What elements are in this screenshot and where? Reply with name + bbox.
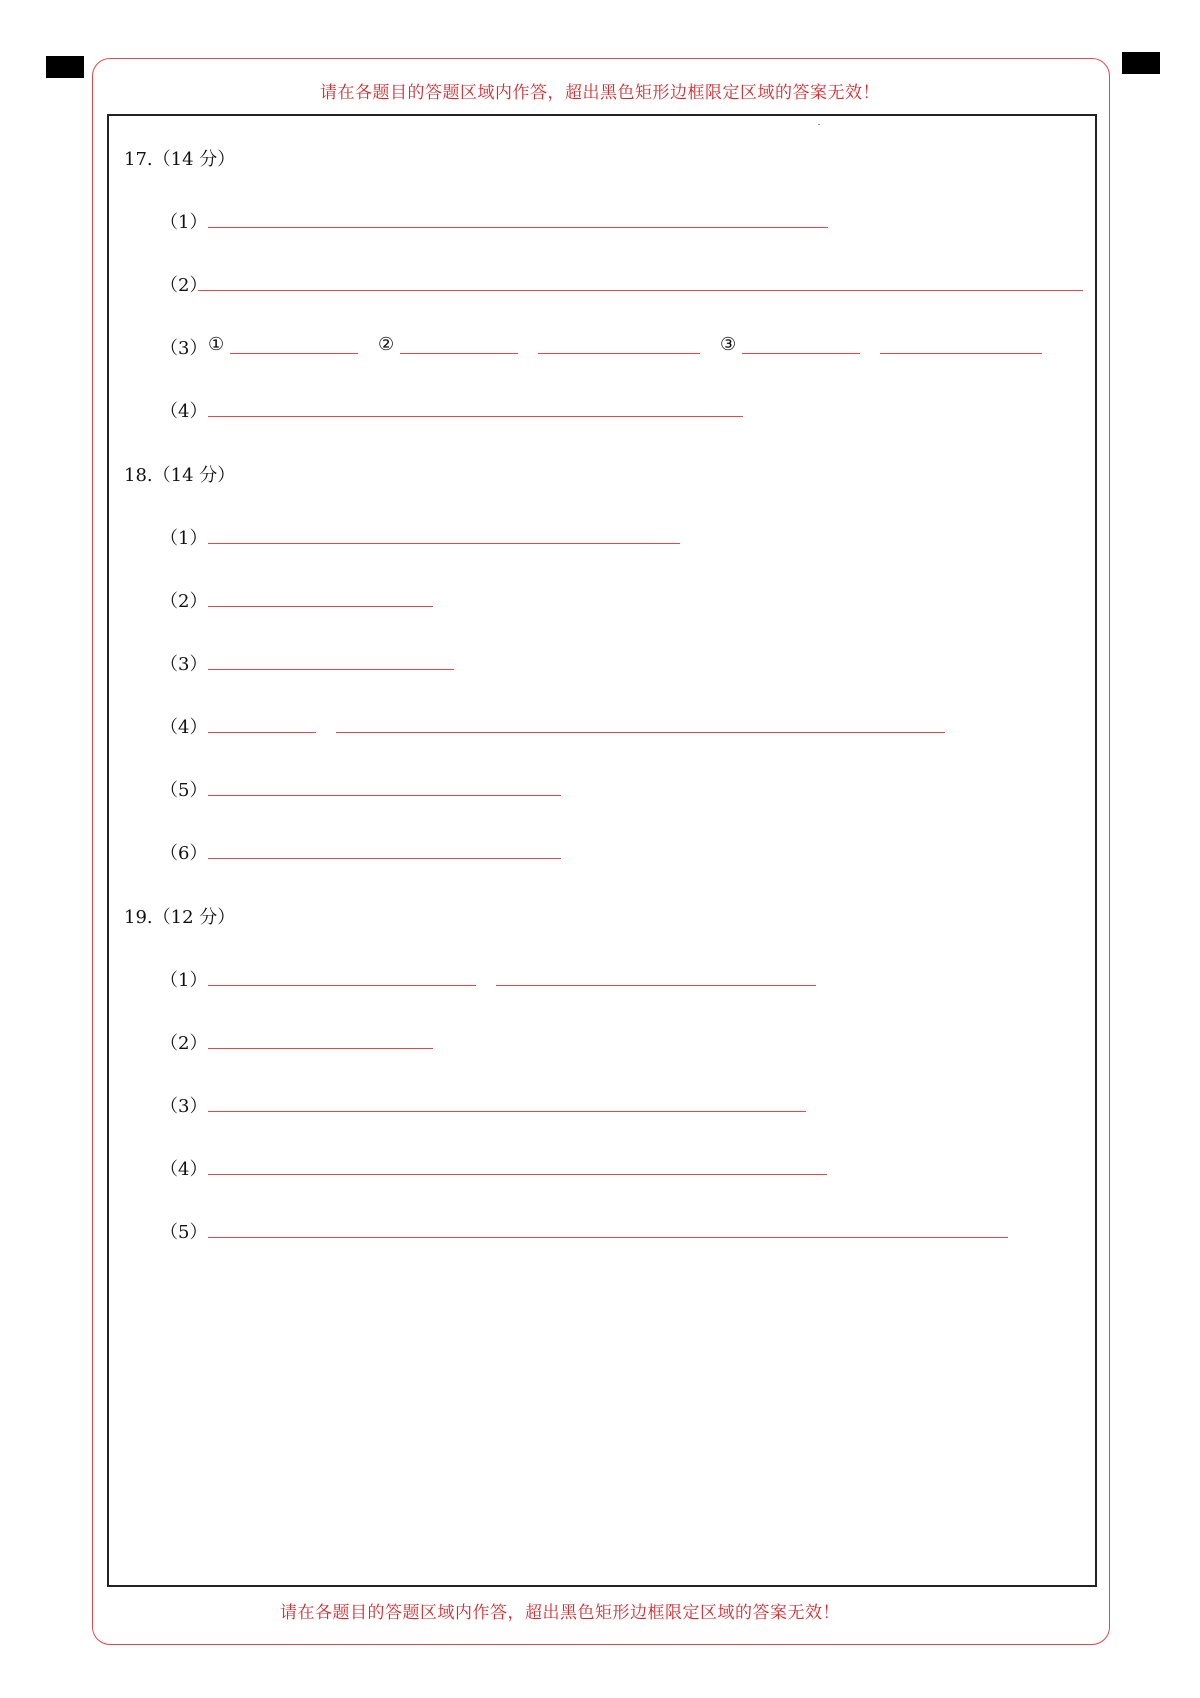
question-18-title: 18.（14 分） [124, 465, 236, 486]
registration-marker-right [1122, 52, 1160, 74]
registration-marker-left [46, 56, 84, 78]
q18-part5-answer-line[interactable] [208, 795, 561, 796]
q17-part3-answer-line-2[interactable] [400, 353, 518, 354]
q18-part1-label: （1） [160, 528, 208, 549]
q19-part1-label: （1） [160, 970, 208, 991]
q17-part2-answer-line[interactable] [198, 290, 1083, 291]
q19-part5-answer-line[interactable] [208, 1237, 1008, 1238]
q19-part4-answer-line[interactable] [208, 1174, 827, 1175]
q19-part3-label: （3） [160, 1096, 208, 1117]
q18-part2-answer-line[interactable] [208, 606, 433, 607]
q18-part4-answer-line-1[interactable] [208, 732, 316, 733]
q19-part1-answer-line-1[interactable] [208, 985, 476, 986]
q18-part1-answer-line[interactable] [208, 543, 680, 544]
q18-part5-label: （5） [160, 780, 208, 801]
q19-part4-label: （4） [160, 1159, 208, 1180]
q18-part3-label: （3） [160, 654, 208, 675]
q19-part3-answer-line[interactable] [208, 1111, 806, 1112]
answer-area-frame [107, 114, 1097, 1587]
stray-mark [818, 124, 820, 125]
q18-part4-answer-line-2[interactable] [336, 732, 945, 733]
q17-part3-answer-line-1[interactable] [230, 353, 358, 354]
q17-part3-label: （3） [160, 338, 208, 359]
q18-part2-label: （2） [160, 591, 208, 612]
q17-part4-label: （4） [160, 401, 208, 422]
q17-part3-answer-line-5[interactable] [880, 353, 1042, 354]
q17-part3-mark-2: ② [378, 334, 395, 355]
q17-part4-answer-line[interactable] [208, 416, 743, 417]
q17-part1-label: （1） [160, 212, 208, 233]
q17-part3-answer-line-3[interactable] [538, 353, 700, 354]
q19-part5-label: （5） [160, 1222, 208, 1243]
q19-part2-answer-line[interactable] [208, 1048, 433, 1049]
question-17-title: 17.（14 分） [124, 149, 236, 170]
q19-part2-label: （2） [160, 1033, 208, 1054]
q18-part6-label: （6） [160, 843, 208, 864]
question-19-title: 19.（12 分） [124, 907, 236, 928]
q19-part1-answer-line-2[interactable] [496, 985, 816, 986]
q17-part3-mark-3: ③ [720, 334, 737, 355]
q18-part3-answer-line[interactable] [208, 669, 454, 670]
q17-part3-answer-line-4[interactable] [742, 353, 860, 354]
notice-top: 请在各题目的答题区域内作答，超出黑色矩形边框限定区域的答案无效！ [320, 83, 880, 103]
q17-part1-answer-line[interactable] [208, 227, 828, 228]
q17-part3-mark-1: ① [208, 334, 225, 355]
notice-bottom: 请在各题目的答题区域内作答，超出黑色矩形边框限定区域的答案无效！ [280, 1603, 840, 1623]
q18-part6-answer-line[interactable] [208, 858, 561, 859]
q18-part4-label: （4） [160, 717, 208, 738]
q17-part2-label: （2） [160, 275, 208, 296]
